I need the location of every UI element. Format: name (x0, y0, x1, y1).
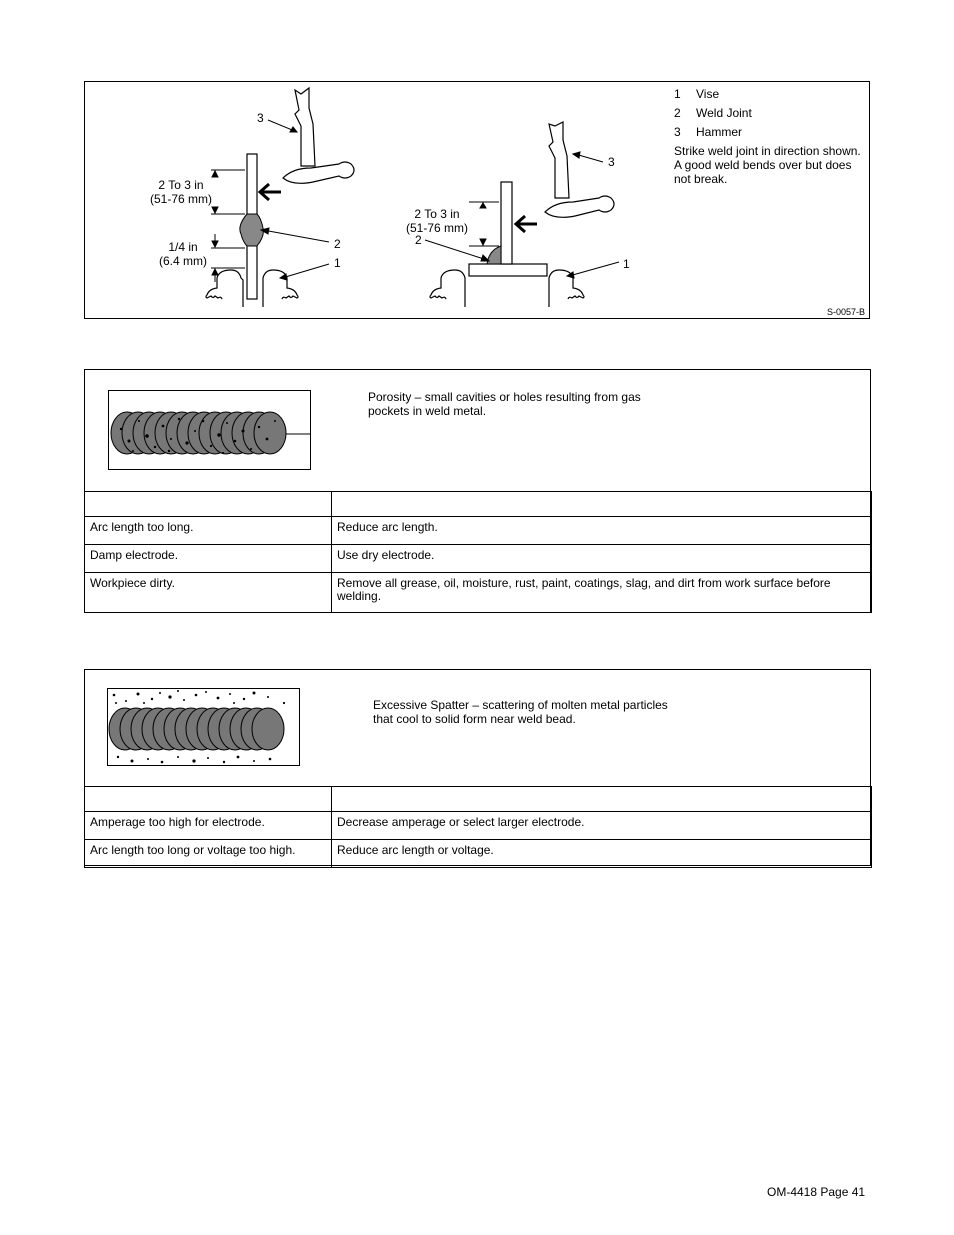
left-callout-hammer: 3 (257, 111, 264, 125)
left-callout-vise: 1 (334, 256, 341, 270)
pore-dot (258, 426, 260, 428)
legend-item-hammer (674, 125, 869, 144)
table-row (85, 517, 872, 545)
pore-dot (242, 430, 245, 433)
porosity-section (84, 369, 871, 613)
table-row (85, 573, 872, 613)
remedy-cell: Reduce arc length or voltage. (332, 840, 872, 868)
legend-label: Hammer (696, 125, 743, 139)
pore-dot (226, 422, 228, 424)
pore-dot (120, 428, 122, 430)
right-callout-hammer: 3 (608, 155, 615, 169)
left-dim-top-line2: (51-76 mm) (149, 192, 212, 206)
legend-item-vise (674, 87, 869, 106)
pore-dot (202, 420, 205, 423)
pore-dot (177, 756, 179, 758)
legend-number: 1 (674, 87, 681, 101)
figure-legend (674, 87, 869, 186)
pore-dot (237, 756, 240, 759)
right-dim-line1: 2 To 3 in (414, 207, 460, 221)
porosity-description: Porosity – small cavities or holes resulting from gas pockets in weld metal. (368, 390, 641, 418)
porosity-weld-bead-icon (109, 391, 310, 469)
pore-dot (115, 702, 117, 704)
remedy-header (332, 492, 872, 517)
table-row (85, 812, 872, 840)
cause-cell: Damp electrode. (85, 545, 332, 573)
spatter-image-frame (107, 688, 300, 766)
pore-dot (250, 448, 252, 450)
spatter-weld-bead-icon (108, 689, 299, 765)
cause-cell: Arc length too long or voltage too high. (85, 840, 332, 868)
spatter-table (84, 786, 872, 868)
weld-ripple (252, 708, 284, 750)
pore-dot (274, 420, 276, 422)
pore-dot (234, 440, 237, 443)
pore-dot (253, 692, 256, 695)
pore-dot (132, 450, 134, 452)
pore-dot (207, 757, 209, 759)
strike-instruction: Strike weld joint in direction shown. A good weld bends over but does not break. (674, 144, 861, 186)
right-test-plate (501, 182, 512, 264)
left-callout-weld: 2 (334, 237, 341, 251)
cause-header (85, 787, 332, 812)
remedy-cell: Use dry electrode. (332, 545, 872, 573)
legend-item-weld-joint (674, 106, 869, 125)
pore-dot (138, 420, 140, 422)
pore-dot (195, 694, 198, 697)
remedy-cell: Decrease amperage or select larger electrode. (332, 812, 872, 840)
table-row (85, 545, 872, 573)
pore-dot (194, 430, 196, 432)
pore-dot (283, 702, 285, 704)
cause-cell: Amperage too high for electrode. (85, 812, 332, 840)
porosity-table (84, 491, 872, 613)
right-strike-arrow-icon (516, 216, 537, 232)
cause-cell: Workpiece dirty. (85, 573, 332, 613)
left-hammer-drawing (283, 88, 354, 183)
cause-header (85, 492, 332, 517)
remedy-cell: Remove all grease, oil, moisture, rust, paint, coatings, slag, and dirt from work surface before welding. (332, 573, 872, 613)
pore-dot (154, 446, 156, 448)
pore-dot (217, 433, 220, 436)
pore-dot (243, 698, 245, 700)
porosity-table-header (85, 492, 872, 517)
pore-dot (217, 697, 220, 700)
cause-cell: Arc length too long. (85, 517, 332, 545)
spatter-section (84, 669, 871, 866)
spatter-table-header (85, 787, 872, 812)
pore-dot (128, 440, 131, 443)
pore-dot (125, 700, 127, 702)
pore-dot (161, 761, 164, 764)
right-dim-label (405, 207, 469, 235)
left-dim-top-line1: 2 To 3 in (158, 178, 204, 192)
pore-dot (223, 761, 225, 763)
left-weld-joint (240, 214, 264, 246)
pore-dot (170, 438, 172, 440)
pore-dot (185, 441, 188, 444)
pore-dot (210, 445, 212, 447)
remedy-cell: Reduce arc length. (332, 517, 872, 545)
left-dim-bottom-line1: 1/4 in (168, 240, 198, 254)
pore-dot (205, 691, 207, 693)
legend-label: Vise (696, 87, 720, 101)
page-number: OM-4418 Page 41 (767, 1185, 866, 1199)
pore-dot (147, 758, 149, 760)
weld-ripple (254, 412, 286, 454)
pore-dot (162, 425, 165, 428)
pore-dot (177, 690, 179, 692)
pore-dot (168, 450, 170, 452)
right-base-plate (469, 264, 547, 276)
left-dim-top-label (149, 178, 213, 206)
right-hammer-drawing (545, 122, 614, 217)
pore-dot (222, 452, 224, 454)
right-dim-line2: (51-76 mm) (405, 221, 468, 235)
pore-dot (233, 702, 235, 704)
bend-test-figure (84, 81, 870, 319)
pore-dot (145, 434, 149, 438)
figure-code: S-0057-B (826, 307, 865, 317)
left-dim-bottom-line2: (6.4 mm) (159, 254, 207, 268)
legend-number: 3 (674, 125, 681, 139)
pore-dot (151, 698, 153, 700)
pore-dot (192, 759, 195, 762)
pore-dot (178, 418, 180, 420)
remedy-header (332, 787, 872, 812)
pore-dot (267, 696, 269, 698)
right-callout-weld: 2 (415, 233, 422, 247)
pore-dot (143, 702, 145, 704)
pore-dot (253, 760, 255, 762)
porosity-image-frame (108, 390, 311, 470)
pore-dot (137, 693, 140, 696)
right-callout-vise: 1 (623, 257, 630, 271)
left-strike-arrow-icon (260, 184, 281, 200)
legend-label: Weld Joint (696, 106, 752, 120)
pore-dot (113, 694, 116, 697)
right-dimension-lines (469, 202, 499, 246)
pore-dot (131, 760, 134, 763)
pore-dot (168, 695, 171, 698)
pore-dot (266, 438, 269, 441)
pore-dot (117, 756, 119, 758)
spatter-description: Excessive Spatter – scattering of molten metal particles that cool to solid form near weld bead. (373, 698, 668, 726)
left-dim-bottom-label (157, 240, 209, 268)
legend-number: 2 (674, 106, 681, 120)
table-row (85, 840, 872, 868)
pore-dot (183, 699, 185, 701)
pore-dot (159, 692, 161, 694)
pore-dot (269, 758, 272, 761)
pore-dot (229, 693, 231, 695)
